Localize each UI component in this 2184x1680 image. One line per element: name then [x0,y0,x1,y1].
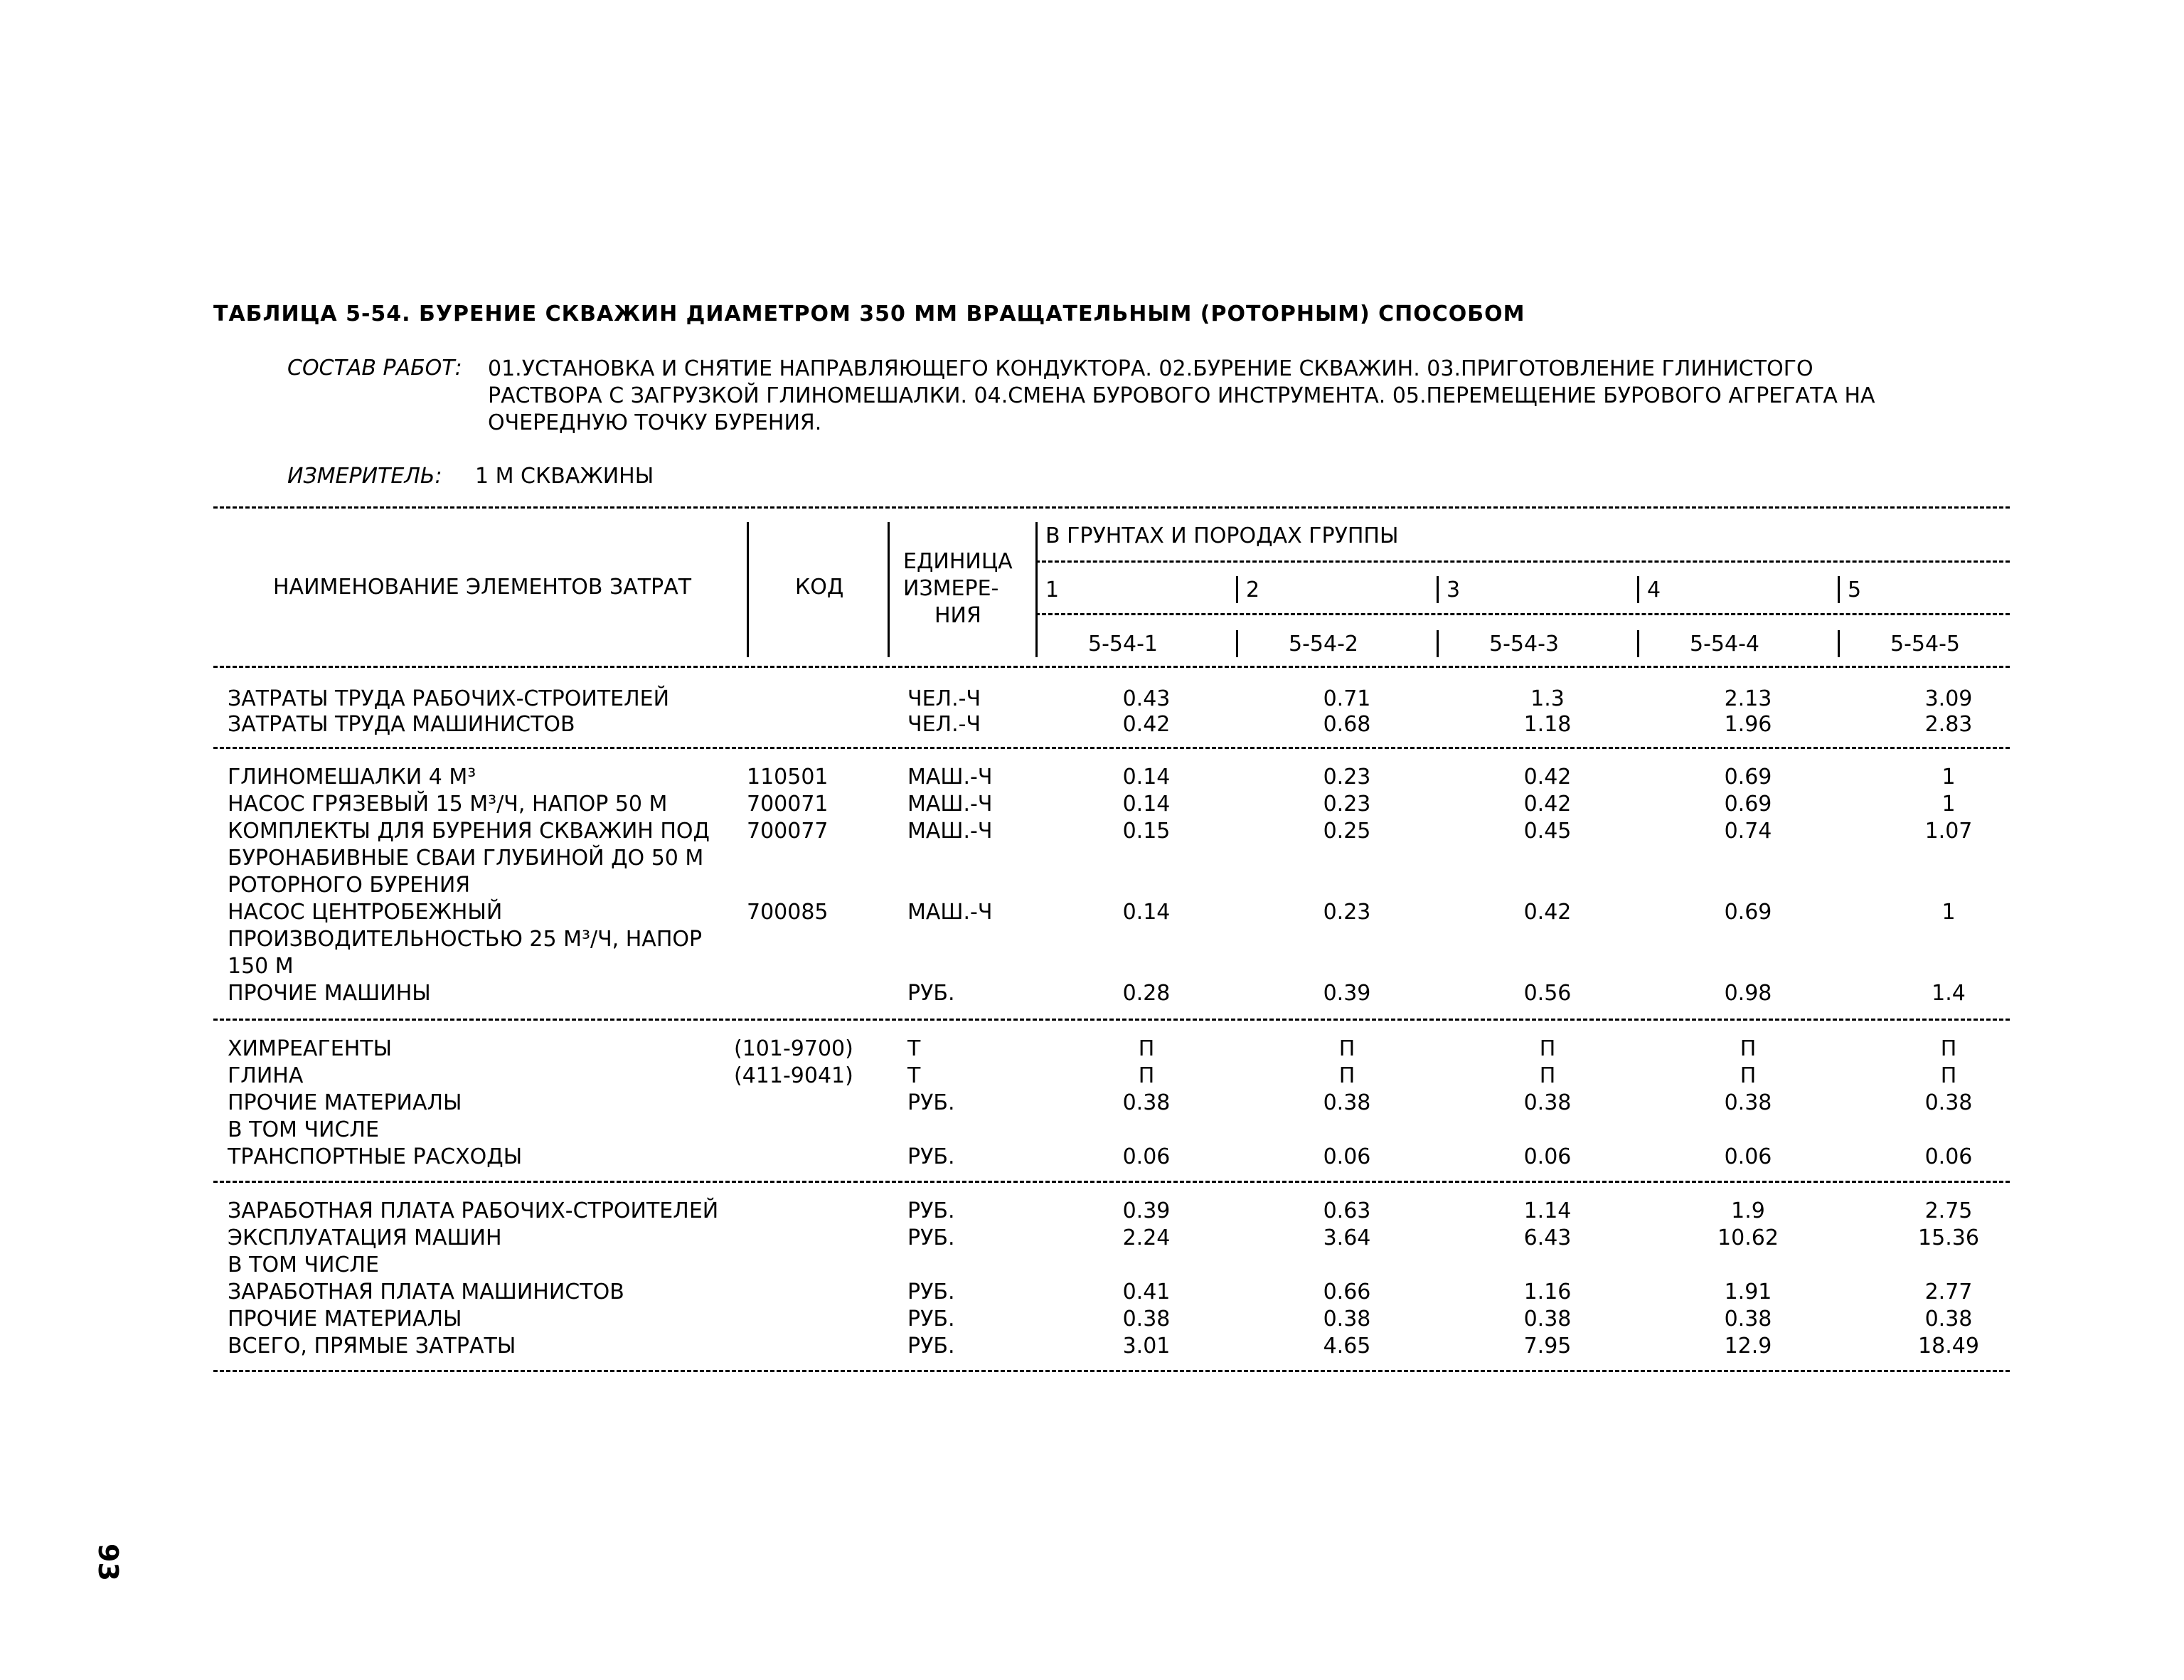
column-divider [1838,630,1840,657]
row-value: 0.38 [1122,1307,1171,1331]
row-name: ЗАТРАТЫ ТРУДА МАШИНИСТОВ [228,712,575,737]
row-code: 110501 [747,765,829,790]
row-value: 3.01 [1122,1334,1171,1359]
izmeritel-label: ИЗМЕРИТЕЛЬ: [287,464,442,489]
row-value: П [1940,1036,1957,1061]
row-value: 0.38 [1924,1307,1973,1331]
rule [1035,613,2010,615]
row-value: 7.95 [1523,1334,1572,1359]
norm-code: 5-54-1 [1088,632,1158,656]
row-value: 0.38 [1323,1307,1371,1331]
row-value: 1.96 [1724,712,1772,737]
row-value: 0.74 [1724,819,1772,844]
row-unit: РУБ. [907,981,955,1006]
row-name: ХИМРЕАГЕНТЫ [228,1036,393,1061]
column-divider [1637,630,1639,657]
row-value: 0.69 [1724,765,1772,790]
row-value: П [1940,1063,1957,1088]
row-code: 700085 [747,900,829,925]
row-value: 0.06 [1122,1144,1171,1169]
row-value: 0.43 [1122,686,1171,711]
column-divider [1437,576,1439,603]
row-code: 700077 [747,819,829,844]
row-unit: МАШ.-Ч [907,819,993,844]
row-name: ГЛИНОМЕШАЛКИ 4 М³ [228,765,476,790]
row-value: 3.09 [1924,686,1973,711]
row-value: 0.71 [1323,686,1371,711]
rule [213,1181,2010,1183]
row-value: П [1539,1063,1556,1088]
row-value: 10.62 [1717,1226,1779,1250]
row-value: 0.68 [1323,712,1371,737]
row-value: 2.83 [1924,712,1973,737]
rule [213,1370,2010,1372]
row-value: 0.06 [1924,1144,1973,1169]
row-unit: Т [907,1036,921,1061]
row-unit: РУБ. [907,1307,955,1331]
row-value: 0.42 [1523,900,1572,925]
row-value: 2.13 [1724,686,1772,711]
row-value: 0.63 [1323,1198,1371,1223]
row-name: ЗАРАБОТНАЯ ПЛАТА МАШИНИСТОВ [228,1280,624,1304]
row-value: 0.39 [1122,1198,1171,1223]
row-unit: РУБ. [907,1280,955,1304]
row-value: 0.38 [1122,1090,1171,1115]
row-name: КОМПЛЕКТЫ ДЛЯ БУРЕНИЯ СКВАЖИН ПОД [228,819,710,844]
group-number: 1 [1045,578,1060,602]
row-value: 0.06 [1523,1144,1572,1169]
row-value: 1 [1941,900,1956,925]
header-code: КОД [795,575,844,600]
column-divider [747,522,749,657]
row-value: 1.07 [1924,819,1973,844]
row-unit: МАШ.-Ч [907,900,993,925]
row-value: П [1338,1036,1355,1061]
rule [213,666,2010,668]
row-name: ТРАНСПОРТНЫЕ РАСХОДЫ [228,1144,523,1169]
row-name: ПРОЧИЕ МАТЕРИАЛЫ [228,1090,462,1115]
rule [213,1019,2010,1021]
row-name: ПРОИЗВОДИТЕЛЬНОСТЬЮ 25 М³/Ч, НАПОР [228,927,703,952]
row-value: 1.3 [1530,686,1565,711]
row-value: 0.66 [1323,1280,1371,1304]
row-value: П [1138,1063,1155,1088]
header-name: НАИМЕНОВАНИЕ ЭЛЕМЕНТОВ ЗАТРАТ [273,575,692,600]
header-unit: НИЯ [934,603,981,628]
row-code: 700071 [747,792,829,817]
row-name: ГЛИНА [228,1063,304,1088]
row-value: 0.23 [1323,900,1371,925]
row-unit: ЧЕЛ.-Ч [907,686,981,711]
row-value: 0.69 [1724,792,1772,817]
row-value: 1.18 [1523,712,1572,737]
row-value: 0.28 [1122,981,1171,1006]
row-name: ЗАТРАТЫ ТРУДА РАБОЧИХ-СТРОИТЕЛЕЙ [228,686,670,711]
group-number: 3 [1447,578,1461,602]
row-value: 0.15 [1122,819,1171,844]
row-name: НАСОС ГРЯЗЕВЫЙ 15 М³/Ч, НАПОР 50 М [228,792,668,817]
page-number: 93 [92,1543,124,1581]
row-name: ЗАРАБОТНАЯ ПЛАТА РАБОЧИХ-СТРОИТЕЛЕЙ [228,1198,719,1223]
row-value: 0.42 [1122,712,1171,737]
rule [213,747,2010,749]
row-value: 0.56 [1523,981,1572,1006]
column-divider [1637,576,1639,603]
sostav-text [488,356,1967,437]
sostav-line: РАСТВОРА С ЗАГРУЗКОЙ ГЛИНОМЕШАЛКИ. 04.СМЕНА БУРОВОГО ИНСТРУМЕНТА. 05.ПЕРЕМЕЩЕНИЕ БУРОВОГО АГРЕГАТА НА [488,383,1875,408]
row-unit: МАШ.-Ч [907,765,993,790]
row-unit: РУБ. [907,1334,955,1359]
row-value: 0.14 [1122,900,1171,925]
row-value: 0.38 [1724,1090,1772,1115]
row-value: 0.14 [1122,792,1171,817]
row-value: 0.25 [1323,819,1371,844]
row-value: 0.23 [1323,765,1371,790]
row-name: В ТОМ ЧИСЛЕ [228,1117,379,1142]
row-value: 2.75 [1924,1198,1973,1223]
row-name: ЭКСПЛУАТАЦИЯ МАШИН [228,1226,502,1250]
row-unit: ЧЕЛ.-Ч [907,712,981,737]
row-value: 1.14 [1523,1198,1572,1223]
row-value: 18.49 [1918,1334,1979,1359]
row-value: 1 [1941,765,1956,790]
row-value: 2.77 [1924,1280,1973,1304]
row-value: 0.98 [1724,981,1772,1006]
row-value: 1.4 [1932,981,1966,1006]
column-divider [888,522,890,657]
row-value: 1 [1941,792,1956,817]
row-unit: РУБ. [907,1226,955,1250]
row-value: 0.14 [1122,765,1171,790]
row-name: ПРОЧИЕ МАШИНЫ [228,981,431,1006]
row-name: РОТОРНОГО БУРЕНИЯ [228,873,471,898]
row-value: 0.42 [1523,792,1572,817]
row-value: 4.65 [1323,1334,1371,1359]
sostav-line: 01.УСТАНОВКА И СНЯТИЕ НАПРАВЛЯЮЩЕГО КОНДУКТОРА. 02.БУРЕНИЕ СКВАЖИН. 03.ПРИГОТОВЛЕНИЕ ГЛИНИСТОГО [488,356,1813,381]
column-divider [1236,630,1238,657]
norm-code: 5-54-4 [1690,632,1759,656]
row-value: 0.41 [1122,1280,1171,1304]
norm-code: 5-54-5 [1890,632,1960,656]
row-value: 0.39 [1323,981,1371,1006]
rule [1035,560,2010,563]
norm-code: 5-54-3 [1489,632,1559,656]
column-divider [1236,576,1238,603]
row-value: 3.64 [1323,1226,1371,1250]
row-value: 2.24 [1122,1226,1171,1250]
header-unit: ИЗМЕРЕ- [903,576,999,601]
row-value: П [1539,1036,1556,1061]
row-value: 0.38 [1724,1307,1772,1331]
group-number: 2 [1246,578,1260,602]
row-value: 12.9 [1724,1334,1772,1359]
sostav-label: СОСТАВ РАБОТ: [287,356,462,381]
row-unit: РУБ. [907,1090,955,1115]
header-unit: ЕДИНИЦА [903,549,1013,574]
row-value: 1.9 [1731,1198,1765,1223]
row-value: 15.36 [1918,1226,1979,1250]
row-value: 0.38 [1323,1090,1371,1115]
column-divider [1035,522,1038,657]
row-name: ВСЕГО, ПРЯМЫЕ ЗАТРАТЫ [228,1334,516,1359]
rule [213,506,2010,509]
row-value: П [1740,1063,1757,1088]
row-name: 150 М [228,954,294,979]
row-value: П [1338,1063,1355,1088]
group-number: 5 [1848,578,1862,602]
row-unit: РУБ. [907,1144,955,1169]
row-value: 0.06 [1323,1144,1371,1169]
row-value: 0.45 [1523,819,1572,844]
row-name: БУРОНАБИВНЫЕ СВАИ ГЛУБИНОЙ ДО 50 М [228,846,704,871]
row-unit: Т [907,1063,921,1088]
sostav-line: ОЧЕРЕДНУЮ ТОЧКУ БУРЕНИЯ. [488,410,822,435]
row-value: П [1138,1036,1155,1061]
column-divider [1838,576,1840,603]
row-value: 0.23 [1323,792,1371,817]
row-value: 0.69 [1724,900,1772,925]
row-name: В ТОМ ЧИСЛЕ [228,1253,379,1277]
row-unit: МАШ.-Ч [907,792,993,817]
row-name: ПРОЧИЕ МАТЕРИАЛЫ [228,1307,462,1331]
row-value: 0.06 [1724,1144,1772,1169]
row-code: (101-9700) [734,1036,853,1061]
izmeritel-value: 1 М СКВАЖИНЫ [475,464,654,489]
row-name: НАСОС ЦЕНТРОБЕЖНЫЙ [228,900,503,925]
row-value: 1.91 [1724,1280,1772,1304]
group-number: 4 [1647,578,1661,602]
row-value: 0.38 [1523,1090,1572,1115]
norm-code: 5-54-2 [1289,632,1358,656]
row-value: 0.42 [1523,765,1572,790]
row-value: 0.38 [1924,1090,1973,1115]
row-code: (411-9041) [734,1063,853,1088]
column-divider [1437,630,1439,657]
row-value: 0.38 [1523,1307,1572,1331]
row-value: П [1740,1036,1757,1061]
row-value: 6.43 [1523,1226,1572,1250]
row-value: 1.16 [1523,1280,1572,1304]
row-unit: РУБ. [907,1198,955,1223]
header-groups-title: В ГРУНТАХ И ПОРОДАХ ГРУППЫ [1045,523,1399,548]
table-title: ТАБЛИЦА 5-54. БУРЕНИЕ СКВАЖИН ДИАМЕТРОМ 350 ММ ВРАЩАТЕЛЬНЫМ (РОТОРНЫМ) СПОСОБОМ [213,302,1525,326]
